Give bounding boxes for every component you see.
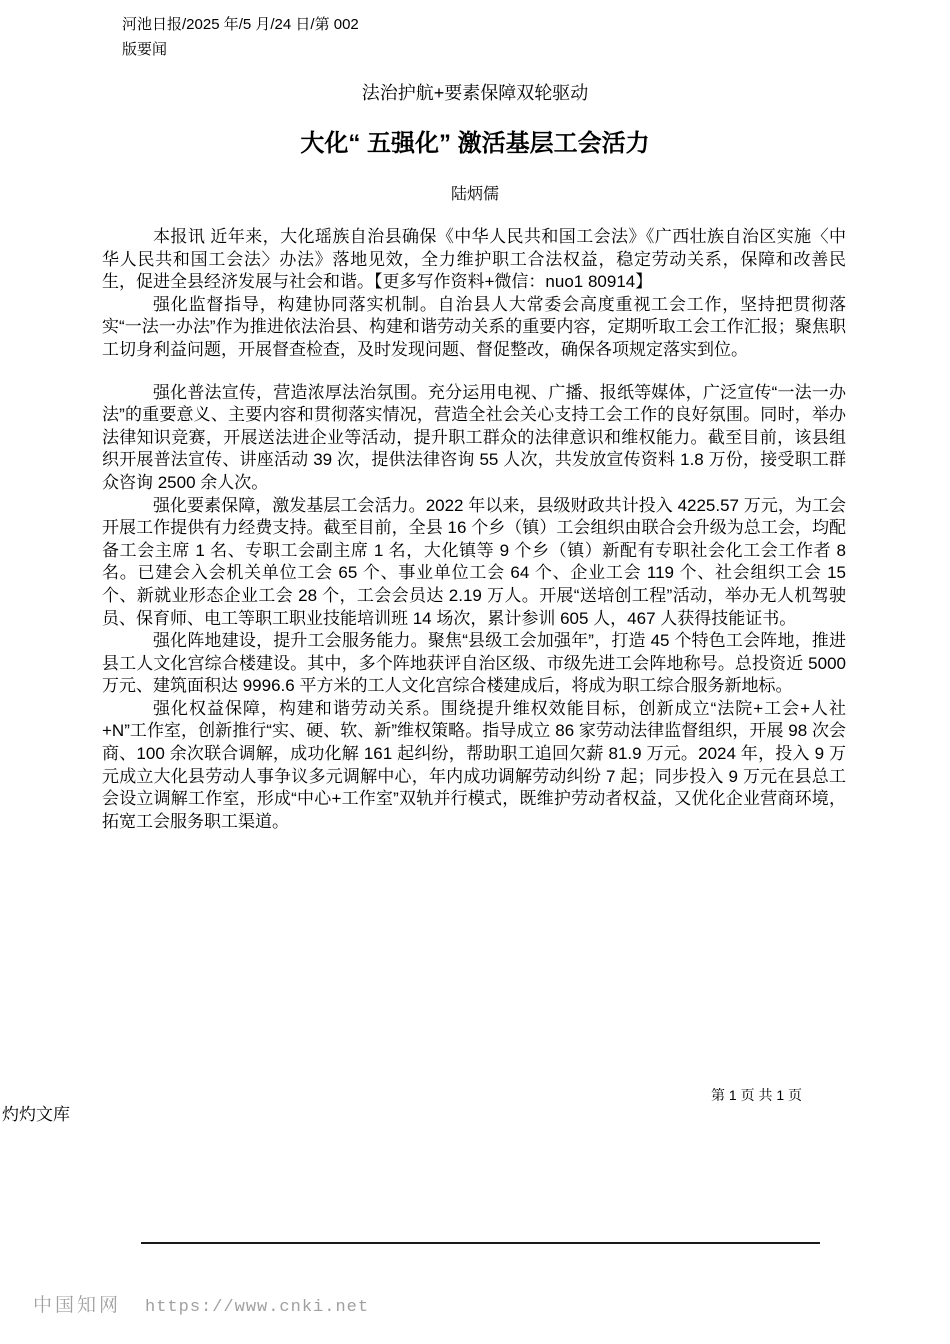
document-header bbox=[122, 12, 359, 62]
paragraph-supervision: 强化监督指导，构建协同落实机制。自治县人大常委会高度重视工会工作，坚持把贯彻落实“一法一办法”作为推进依法治县、构建和谐劳动关系的重要内容，定期听取工会工作汇报；聚焦职工切身利益问题，开展督查检查，及时发现问题、督促整改，确保各项规定落实到位。 bbox=[102, 294, 846, 359]
page-number: 第 1 页 共 1 页 bbox=[711, 1087, 803, 1103]
paragraph-rights: 强化权益保障，构建和谐劳动关系。围绕提升维权效能目标，创新成立“法院+工会+人社+N”工作室，创新推行“实、硬、软、新”维权策略。指导成立 86 家劳动法律监督组织，开展 98 次会商、100 余次联合调解，成功化解 161 起纠纷，帮助职工追回欠薪 81.9 万元。2024 年，投入 9 万元成立大化县劳动人事争议多元调解中心，年内成功调解劳动纠纷 7 起；同步投入 9 万元在县总工会设立调解工作室，形成“中心+工作室”双轨并行模式，既维护劳动者权益，又优化企业营商环境，拓宽工会服务职工渠道。 bbox=[102, 698, 846, 831]
article-title: 大化“ 五强化” 激活基层工会活力 bbox=[300, 130, 650, 157]
paragraph-facilities: 强化阵地建设，提升工会服务能力。聚焦“县级工会加强年”，打造 45 个特色工会阵地，推进县工人文化宫综合楼建设。其中，多个阵地获评自治区级、市级先进工会阵地称号。总投资近 5000 万元、建筑面积达 9996.6 平方米的工人文化宫综合楼建成后，将成为职工综合服务新地标。 bbox=[102, 631, 846, 696]
article-body bbox=[102, 226, 846, 833]
article-subtitle: 法治护航+要素保障双轮驱动 bbox=[361, 83, 589, 103]
cnki-watermark bbox=[33, 1290, 369, 1317]
library-watermark: 灼灼文库 bbox=[2, 1105, 70, 1124]
article-author: 陆炳儒 bbox=[450, 186, 499, 203]
paragraph-funding: 强化要素保障，激发基层工会活力。2022 年以来，县级财政共计投入 4225.57 万元，为工会开展工作提供有力经费支持。截至目前，全县 16 个乡（镇）工会组织由联合会升级为总工会，均配备工会主席 1 名、专职工会副主席 1 名，大化镇等 9 个乡（镇）新配有专职社会化工会工作者 8 名。已建会入会机关单位工会 65 个、事业单位工会 64 个、企业工会 119 个、社会组织工会 15 个、新就业形态企业工会 28 个，工会会员达 2.19 万人。开展“送培创工程”活动，举办无人机驾驶员、保育师、电工等职工职业技能培训班 14 场次，累计参训 605 人，467 人获得技能证书。 bbox=[102, 495, 846, 628]
cnki-url-text: https://www.cnki.net bbox=[145, 1298, 370, 1317]
footer-divider bbox=[141, 1242, 820, 1244]
paragraph-publicity: 强化普法宣传，营造浓厚法治氛围。充分运用电视、广播、报纸等媒体，广泛宣传“一法一办法”的重要意义、主要内容和贯彻落实情况，营造全社会关心支持工会工作的良好氛围。同时，举办法律知识竞赛，开展送法进企业等活动，提升职工群众的法律意识和维权能力。截至目前，该县组织开展普法宣传、讲座活动 39 次，提供法律咨询 55 人次，共发放宣传资料 1.8 万份，接受职工群众咨询 2500 余人次。 bbox=[102, 382, 846, 492]
cnki-brand-label: 中国知网 bbox=[33, 1295, 122, 1316]
paragraph-intro: 本报讯 近年来，大化瑶族自治县确保《中华人民共和国工会法》《广西壮族自治区实施〈中华人民共和国工会法〉办法》落地见效，全力维护职工合法权益，稳定劳动关系，保障和改善民生，促进全县经济发展与社会和谐。【更多写作资料+微信：nuo1 80914】 bbox=[102, 227, 846, 292]
header-source-line: 河池日报/2025 年/5 月/24 日/第 002 bbox=[122, 16, 359, 33]
header-section-line: 版要闻 bbox=[122, 41, 168, 58]
